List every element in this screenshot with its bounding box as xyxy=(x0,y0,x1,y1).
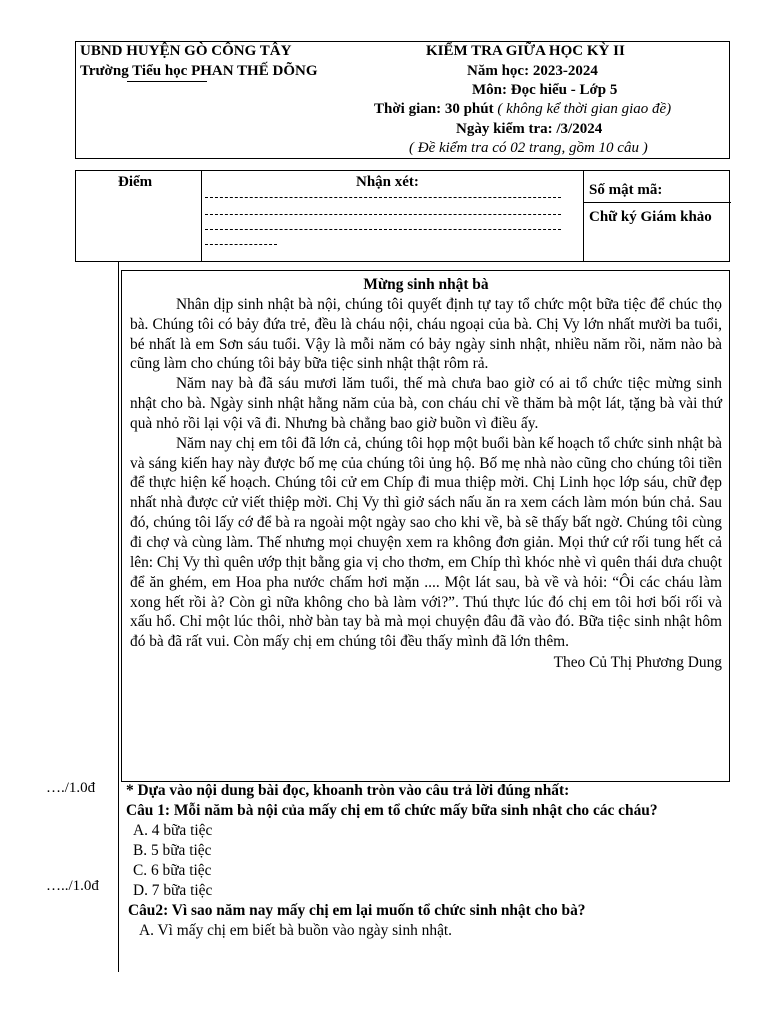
passage-title: Mừng sinh nhật bà xyxy=(363,276,489,293)
code-row-divider xyxy=(583,202,731,203)
time-line xyxy=(374,100,671,118)
question-1-text: Mỗi năm bà nội của mấy chị em tổ chức mấy bữa sinh nhật cho các cháu? xyxy=(170,802,658,819)
reading-passage xyxy=(121,270,730,782)
school-underline xyxy=(127,81,207,82)
question-2 xyxy=(126,901,726,921)
passage-paragraph: Năm nay bà đã sáu mươi lăm tuổi, thế mà chưa bao giờ có ai tổ chức tiệc mừng sinh nhật cho bà. Ngày sinh nhật hằng năm của bà, con cháu chỉ về thăm bà một lát, tặng bà vài thứ quà nhỏ rồi lại vội vã đi. Nhưng bà chẳng bao giờ buồn vì điều ấy. xyxy=(130,375,722,432)
q2-option-a[interactable]: A. Vì mấy chị em biết bà buồn vào ngày sinh nhật. xyxy=(139,922,453,939)
score-divider xyxy=(201,171,202,261)
passage-paragraph: Năm nay chị em tôi đã lớn cả, chúng tôi họp một buổi bàn kế hoạch tổ chức sinh nhật bà và sáng kiến hay này được bố mẹ của chúng tôi ủng hộ. Bố mẹ nhà nào cũng cho chúng tôi tiền để thực hiện kế hoạch. Chúng tôi cử em Chíp đi mua thiệp mời. Chị Linh học lớp sáu, chữ đẹp nhất nhà được cử viết thiệp mời. Chị Vy thì giở sách nấu ăn ra xem cách làm món bún chả. Sau đó, chúng tôi lấy cớ để bà ra ngoài một ngày sao cho khi về, bà sẽ thấy bất ngờ. Chúng tôi cùng đi chợ và cùng làm. Thế nhưng mọi chuyện xem ra không đơn giản. Mọi thứ cứ rối tung hết cả lên: Chị Vy thì quên ướp thịt bằng gia vị cho thơm, em Chíp thì khóc nhè vì quên thái dưa chuột để ăn ghém, em Hoa pha nước chấm hơi mặn .... Một lát sau, bà về và hỏi: “Ôi các cháu làm xong hết rồi à? Còn gì nữa không cho bà làm với?”. Thú thực lúc đó chị em tôi hơi bối rối và xấu hổ. Chỉ một lúc thôi, nhờ bàn tay bà mà mọi chuyện đâu đã vào đó. Bữa tiệc sinh nhật hôm đó bà đã rất vui. Còn mấy chị em chúng tôi đều thấy mình đã lớn thêm. xyxy=(130,434,722,651)
district-name: UBND HUYỆN GÒ CÔNG TÂY xyxy=(80,43,292,59)
question-2-text: : Vì sao năm nay mấy chị em lại muốn tổ chức sinh nhật cho bà? xyxy=(163,902,586,919)
score-label: Điểm xyxy=(118,174,153,190)
q1-option-b[interactable]: B. 5 bữa tiệc xyxy=(133,842,212,859)
school-name: Trường Tiểu học PHAN THẾ DÕNG xyxy=(80,63,318,79)
passage-author: Theo Củ Thị Phương Dung xyxy=(553,654,722,672)
q1-option-d[interactable]: D. 7 bữa tiệc xyxy=(133,882,213,899)
secret-code-label: Số mật mã: xyxy=(589,182,663,198)
q1-option-a[interactable]: A. 4 bữa tiệc xyxy=(133,822,213,839)
examiner-signature-label: Chữ ký Giám khảo xyxy=(589,209,712,225)
question-1-label: Câu 1: xyxy=(126,802,171,819)
score-mark-q1[interactable]: …./1.0đ xyxy=(46,780,96,796)
q1-option-c[interactable]: C. 6 bữa tiệc xyxy=(133,862,212,879)
question-1 xyxy=(126,801,726,821)
margin-line xyxy=(118,262,119,972)
code-divider xyxy=(583,171,584,261)
subject: Môn: Đọc hiểu - Lớp 5 xyxy=(472,82,618,98)
exam-header xyxy=(75,41,730,159)
comment-line[interactable] xyxy=(205,214,561,215)
time-note: ( không kể thời gian giao đề) xyxy=(497,101,672,117)
comment-label: Nhận xét: xyxy=(356,174,419,190)
pages-note: ( Đề kiểm tra có 02 trang, gồm 10 câu ) xyxy=(409,140,648,156)
exam-date: Ngày kiểm tra: /3/2024 xyxy=(456,121,603,137)
instruction: * Dựa vào nội dung bài đọc, khoanh tròn vào câu trả lời đúng nhất: xyxy=(126,782,570,799)
comment-line[interactable] xyxy=(205,229,561,230)
score-table xyxy=(75,170,730,262)
question-2-label: Câu2 xyxy=(128,902,164,919)
passage-paragraph: Nhân dịp sinh nhật bà nội, chúng tôi quyết định tự tay tổ chức một bữa tiệc để chúc thọ bà. Chúng tôi có bảy đứa trẻ, đều là cháu nội, cháu ngoại của bà. Chị Vy lớn nhất mười ba tuổi, bé nhất là em Sơn sáu tuổi. Vậy là mỗi năm có bảy ngày sinh nhật, nhiều năm rồi, năm nào bà cũng làm cho chúng tôi bảy bữa tiệc sinh nhật thật rôm rả. xyxy=(130,295,722,373)
questions-section xyxy=(126,781,726,941)
school-year: Năm học: 2023-2024 xyxy=(467,63,598,79)
comment-line[interactable] xyxy=(205,197,561,198)
comment-line[interactable] xyxy=(205,244,277,245)
exam-title: KIỂM TRA GIỮA HỌC KỲ II xyxy=(426,43,625,59)
time-label: Thời gian: 30 phút xyxy=(374,101,494,117)
score-mark-q2[interactable]: …../1.0đ xyxy=(46,878,99,894)
